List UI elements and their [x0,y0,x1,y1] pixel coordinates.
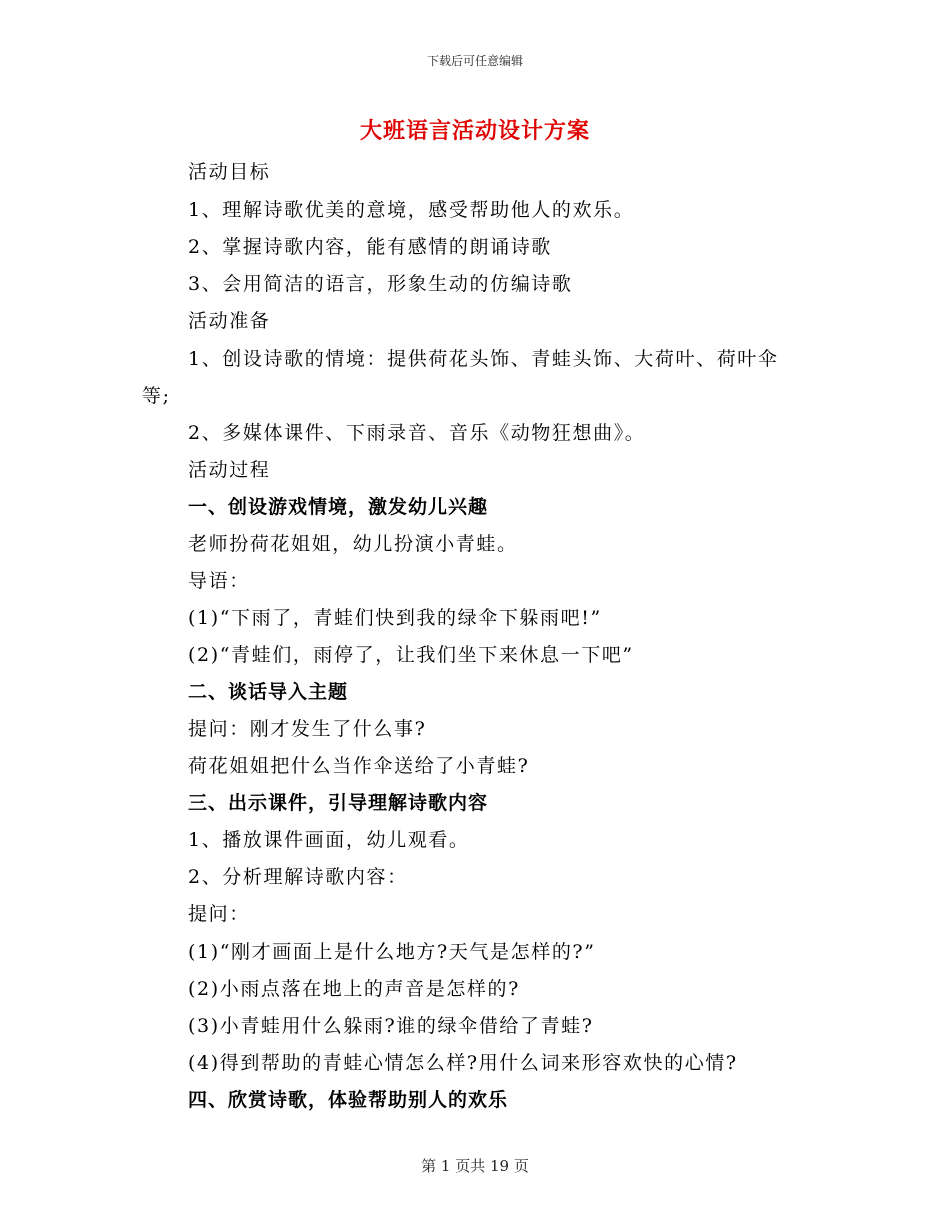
paragraph: 2、掌握诗歌内容，能有感情的朗诵诗歌 [188,236,552,258]
section-heading: 三、出示课件，引导理解诗歌内容 [188,792,489,814]
section-heading: 一、创设游戏情境，激发幼儿兴趣 [188,496,489,518]
paragraph: 2、分析理解诗歌内容： [188,866,408,888]
paragraph: (1)“刚才画面上是什么地方?天气是怎样的?” [188,941,596,963]
paragraph: 提问：刚才发生了什么事? [188,718,427,740]
section-label: 活动过程 [188,459,271,481]
paragraph: 1、理解诗歌优美的意境，感受帮助他人的欢乐。 [188,199,635,221]
paragraph: 3、会用简洁的语言，形象生动的仿编诗歌 [188,273,573,295]
paragraph: (3)小青蛙用什么躲雨?谁的绿伞借给了青蛙? [188,1015,594,1037]
paragraph: 导语： [188,570,250,592]
paragraph: (1)“下雨了，青蛙们快到我的绿伞下躲雨吧!” [188,607,602,629]
page-footer: 第 1 页共 19 页 [421,1157,529,1175]
paragraph: (2)“青蛙们，雨停了，让我们坐下来休息一下吧” [188,644,634,666]
document-title: 大班语言活动设计方案 [359,118,590,144]
page-header: 下载后可任意编辑 [426,54,523,68]
paragraph: 老师扮荷花姐姐，幼儿扮演小青蛙。 [188,533,518,555]
paragraph: 提问： [188,903,250,925]
paragraph: 1、播放课件画面，幼儿观看。 [188,829,470,851]
paragraph: 2、多媒体课件、下雨录音、音乐《动物狂想曲》。 [188,422,646,444]
section-label: 活动目标 [188,161,271,183]
paragraph: (2)小雨点落在地上的声音是怎样的? [188,978,520,1000]
paragraph: 荷花姐姐把什么当作伞送给了小青蛙? [188,755,530,777]
paragraph: 1、创设诗歌的情境：提供荷花头饰、青蛙头饰、大荷叶、荷叶伞 [188,348,779,370]
section-label: 活动准备 [188,310,271,332]
paragraph-continuation: 等; [142,385,171,407]
paragraph: (4)得到帮助的青蛙心情怎么样?用什么词来形容欢快的心情? [188,1052,738,1074]
section-heading: 二、谈话导入主题 [188,681,349,703]
section-heading: 四、欣赏诗歌，体验帮助别人的欢乐 [188,1089,509,1111]
